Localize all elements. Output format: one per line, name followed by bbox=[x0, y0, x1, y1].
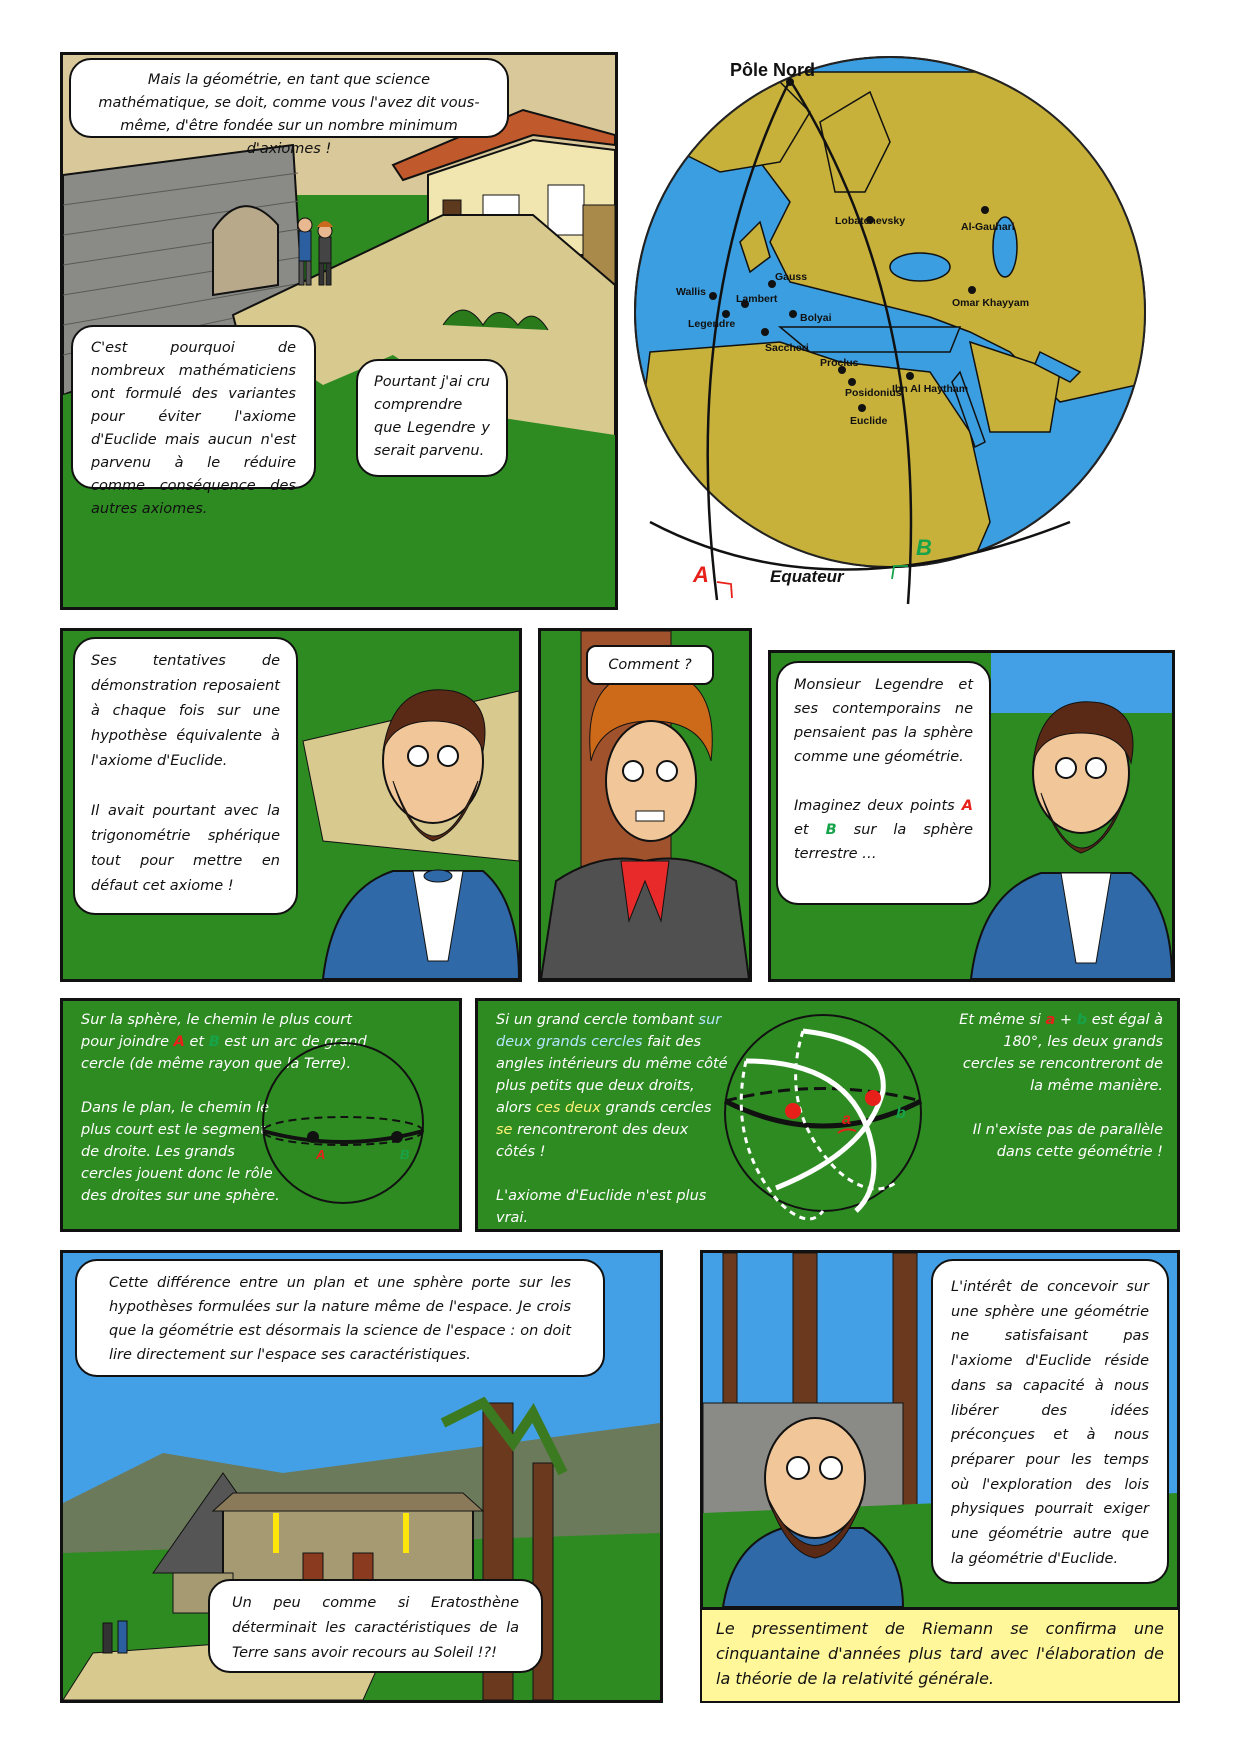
speech-bubble-observatory-bottom-text: Un peu comme si Eratosthène déterminait les caractéristiques de la Terre sans avoir recours au Soleil !?! bbox=[232, 1595, 519, 1661]
place-ibn-al-haytham: Ibn Al Haytham bbox=[892, 383, 969, 395]
speech-bubble-comment bbox=[586, 645, 714, 685]
euclid-axiom-p2: L'axiome d'Euclide n'est plus vrai. bbox=[496, 1188, 707, 1226]
euclid-axiom-p1: Si un grand cercle tombant sur deux grands cercles fait des angles intérieurs du même côté plus petits que deux droits, alors ces deux grands cercles se rencontreront des deux côtés ! bbox=[496, 1012, 728, 1160]
speech-bubble-riemann-3 bbox=[931, 1259, 1169, 1584]
speech-bubble-riemann-1-p1: Ses tentatives de démonstration reposaient à chaque fois sur une hypothèse équivalente à l'axiome d'Euclide. bbox=[91, 653, 280, 769]
speech-bubble-riemann-1-p2: Il avait pourtant avec la trigonométrie sphérique tout pour mettre en défaut cet axiome ! bbox=[91, 803, 280, 894]
speech-bubble-legendre-p2: Imaginez deux points A et B sur la sphère terrestre … bbox=[794, 798, 974, 862]
speech-bubble-right-text: Pourtant j'ai cru comprendre que Legendre y serait parvenu. bbox=[374, 374, 490, 459]
panel-courtyard bbox=[60, 52, 618, 610]
place-wallis: Wallis bbox=[676, 286, 706, 298]
speech-bubble-legendre-p1: Monsieur Legendre et ses contemporains ne pensaient pas la sphère comme une géométrie. bbox=[794, 677, 973, 765]
speech-bubble-observatory-top-text: Cette différence entre un plan et une sphère porte sur les hypothèses formulées sur la nature même de l'espace. Je crois que la géométrie est désormais la science de l'espace : on doit lire directement sur l'espace ses caractéristiques. bbox=[109, 1275, 571, 1363]
no-parallel-p1: Et même si a + b est égal à 180°, les deux grands cercles se rencontreront de la même manière. bbox=[959, 1012, 1163, 1094]
conclusion-caption bbox=[700, 1608, 1180, 1703]
shortest-path-p1: Sur la sphère, le chemin le plus court pour joindre A et B est un arc de grand cercle (de même rayon que la Terre). bbox=[81, 1012, 367, 1072]
globe-point-a-label: A bbox=[693, 562, 709, 587]
place-legendre: Legendre bbox=[688, 318, 736, 330]
globe-pole-label: Pôle Nord bbox=[730, 60, 816, 80]
sphere-label-b: B bbox=[400, 1147, 410, 1162]
panel-euclid-axiom bbox=[475, 998, 1180, 1232]
speech-bubble-comment-text: Comment ? bbox=[608, 657, 692, 673]
speech-bubble-left-text: C'est pourquoi de nombreux mathématiciens ont formulé des variantes pour éviter l'axiome d'Euclide mais aucun n'est parvenu à le réduire comme conséquence des autres axiomes. bbox=[91, 340, 296, 517]
speech-bubble-top bbox=[69, 58, 509, 157]
place-posidonius: Posidonius bbox=[845, 387, 902, 399]
panel-riemann-3 bbox=[700, 1250, 1180, 1610]
conclusion-caption-text: Le pressentiment de Riemann se confirma une cinquantaine d'années plus tard avec l'élaboration de la théorie de la relativité générale. bbox=[716, 1619, 1164, 1688]
place-omar-khayyam: Omar Khayyam bbox=[952, 297, 1030, 309]
panel-observatory bbox=[60, 1250, 663, 1703]
globe-figure bbox=[630, 52, 1150, 622]
no-parallel-p2: Il n'existe pas de parallèle dans cette géométrie ! bbox=[972, 1122, 1163, 1160]
sphere-label-a: A bbox=[316, 1147, 326, 1162]
speech-bubble-observatory-top bbox=[75, 1259, 605, 1377]
globe-map bbox=[630, 52, 1150, 622]
globe-equator-label: Equateur bbox=[770, 567, 844, 586]
place-euclide: Euclide bbox=[850, 415, 888, 427]
globe-point-b-label: B bbox=[916, 535, 932, 560]
panel-riemann-1 bbox=[60, 628, 522, 982]
place-lambert: Lambert bbox=[736, 293, 778, 305]
angle-a-label: a bbox=[842, 1111, 851, 1128]
panel-student bbox=[538, 628, 752, 982]
place-gauss: Gauss bbox=[775, 271, 808, 283]
speech-bubble-right bbox=[356, 359, 508, 477]
speech-bubble-riemann-1 bbox=[73, 637, 298, 915]
speech-bubble-observatory-bottom bbox=[208, 1579, 543, 1673]
place-proclus: Proclus bbox=[820, 357, 859, 369]
shortest-path-p2: Dans le plan, le chemin le plus court est le segment de droite. Les grands cercles jouent donc le rôle des droites sur une sphère. bbox=[81, 1100, 280, 1204]
angle-b-label: b bbox=[896, 1105, 906, 1122]
speech-bubble-riemann-3-text: L'intérêt de concevoir sur une sphère une géométrie ne satisfaisant pas l'axiome d'Euclide réside dans sa capacité à nous libérer des idées préconçues et à nous préparer pour les temps où l'exploration des lois physiques pourrait exiger une géométrie autre que la géométrie d'Euclide. bbox=[951, 1279, 1149, 1567]
place-saccheri: Saccheri bbox=[765, 342, 809, 354]
point-a-label: A bbox=[961, 798, 973, 814]
place-al-gauhari: Al-Gauhari bbox=[961, 221, 1015, 233]
speech-bubble-left bbox=[71, 325, 316, 517]
no-parallel-caption bbox=[948, 1009, 1163, 1163]
speech-bubble-top-text: Mais la géométrie, en tant que science mathématique, se doit, comme vous l'avez dit vous-même, d'être fondée sur un nombre minimum d'axiomes ! bbox=[98, 72, 480, 157]
point-b-label: B bbox=[825, 822, 837, 838]
panel-riemann-2 bbox=[768, 650, 1175, 982]
place-bolyai: Bolyai bbox=[800, 312, 832, 324]
shortest-path-caption bbox=[81, 1009, 381, 1207]
place-lobatchevsky: Lobatchevsky bbox=[835, 215, 906, 227]
speech-bubble-legendre bbox=[776, 661, 991, 905]
panel-sphere-shortest-path bbox=[60, 998, 462, 1232]
